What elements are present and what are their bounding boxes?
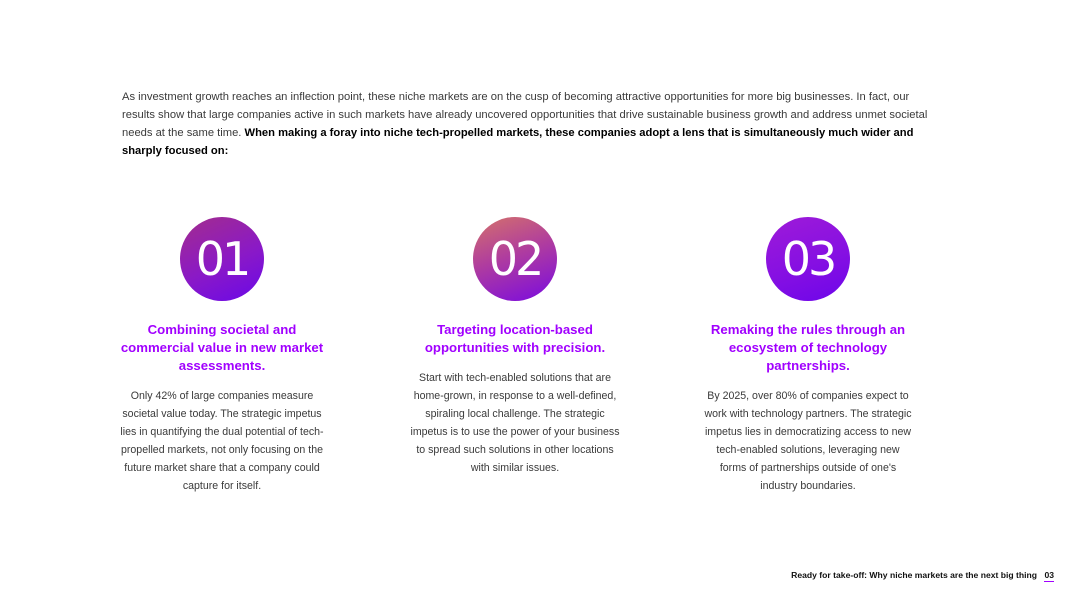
column-heading: Combining societal and commercial value in new market assessments. <box>120 322 324 373</box>
number-label: 03 <box>781 232 835 286</box>
intro-text: As investment growth reaches an inflection point, these niche markets are on the cusp of becoming attractive opportunities for more big businesses. In fact, our results show that large companies active in such markets have already uncovered opportunities that drive sustainable business growth and address unmet societal needs at the same time. <box>122 91 928 139</box>
column-3 <box>703 217 913 495</box>
footer-title: Ready for take-off: Why niche markets are the next big thing <box>791 570 1038 580</box>
page-footer <box>791 570 1054 580</box>
column-1 <box>117 217 327 495</box>
number-label: 02 <box>488 232 542 286</box>
number-circle-2 <box>473 217 557 301</box>
column-heading: Targeting location-based opportunities with precision. <box>424 322 606 355</box>
number-circle-3 <box>766 217 850 301</box>
intro-bold-text: When making a foray into niche tech-propelled markets, these companies adopt a lens that is simultaneously much wider and sharply focused on: <box>122 127 914 157</box>
number-label: 01 <box>195 232 249 286</box>
column-body: Only 42% of large companies measure societal value today. The strategic impetus lies in quantifying the dual potential of tech-propelled markets, not only focusing on the future market share that a company could capture for itself. <box>120 390 324 492</box>
intro-paragraph <box>122 88 942 160</box>
column-2 <box>410 217 620 477</box>
column-body: By 2025, over 80% of companies expect to work with technology partners. The strategic impetus lies in democratizing access to new tech-enabled solutions, leveraging new forms of partnerships outside of one's industry boundaries. <box>704 390 912 492</box>
column-heading: Remaking the rules through an ecosystem of technology partnerships. <box>710 322 906 373</box>
number-circle-1 <box>180 217 264 301</box>
page-number: 03 <box>1044 570 1054 580</box>
column-body: Start with tech-enabled solutions that are home-grown, in response to a well-defined, spiraling local challenge. The strategic impetus is to use the power of your business to spread such solutions in other locations with similar issues. <box>410 372 620 474</box>
